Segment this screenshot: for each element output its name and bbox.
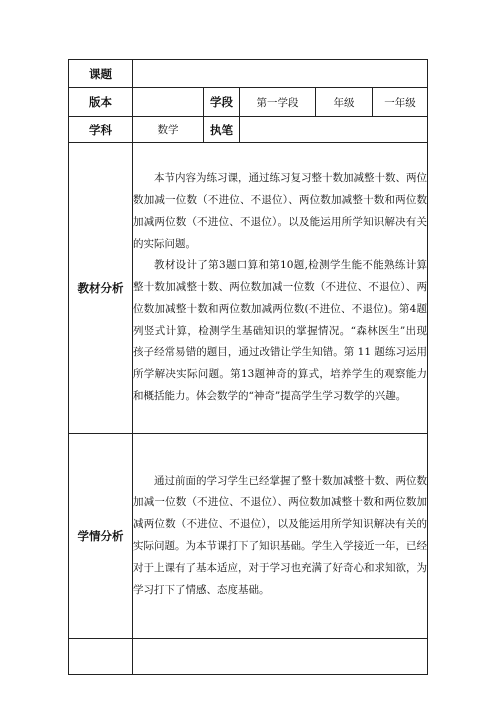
- grade-value: 一年级: [373, 88, 428, 117]
- edition-value: [133, 88, 204, 117]
- student-analysis-label: 学情分析: [69, 434, 133, 639]
- textbook-analysis-label: 教材分析: [69, 143, 133, 434]
- textbook-analysis-paragraph-2: 教材设计了第3题口算和第10题,检测学生能不能熟练计算整十数加减整十数、两位数加减一位数（不进位、不退位）、两位数加减整十数和两位数加减两位数(不进位、不退位)。第4题列竖式计算，检测学生基础知识的掌握情况。“森林医生”出现孩子经常易错的题目，通过改错让学生知错。第 11 题练习运用所学解决实际问题。第13题神奇的算式，培养学生的观察能力和概括能力。体会数学的“神奇”提高学生学习数学的兴趣。: [133, 259, 428, 403]
- topic-label: 课题: [69, 60, 133, 88]
- row-edition: [69, 88, 428, 117]
- topic-value: [133, 60, 428, 88]
- row-topic: [69, 60, 428, 88]
- trailing-label-cell: [69, 639, 133, 675]
- row-subject: [69, 117, 428, 143]
- textbook-analysis-paragraph-1: 本节内容为练习课，通过练习复习整十数加减整十数、两位数加减一位数（不进位、不退位）、两位数加减整十数和两位数加减两位数（不进位、不退位）。以及能运用所学知识解决有关的实际问题。: [133, 172, 428, 250]
- semester-label: 学段: [204, 88, 240, 117]
- subject-label: 学科: [69, 117, 133, 143]
- teacher-label: 执笔: [204, 117, 240, 143]
- student-analysis-content: [133, 434, 428, 639]
- grade-label: 年级: [316, 88, 373, 117]
- textbook-analysis-content: [133, 143, 428, 434]
- teacher-value: [240, 117, 428, 143]
- row-trailing: [69, 639, 428, 675]
- lesson-plan-table: [68, 59, 428, 675]
- row-student-analysis: [69, 434, 428, 639]
- trailing-content-cell: [133, 639, 428, 675]
- row-textbook-analysis: [69, 143, 428, 434]
- student-analysis-paragraph-1: 通过前面的学习学生已经掌握了整十数加减整十数、两位数加减一位数（不进位、不退位）、两位数加减整十数和两位数加减两位数（不进位、不退位），以及能运用所学知识解决有关的实际问题。为本节课打下了知识基础。学生入学接近一年，已经对于上课有了基本适应，对于学习也充满了好奇心和求知欲，为学习打下了情感、态度基础。: [133, 474, 428, 596]
- semester-value: 第一学段: [240, 88, 316, 117]
- edition-label: 版本: [69, 88, 133, 117]
- subject-value: 数学: [133, 117, 204, 143]
